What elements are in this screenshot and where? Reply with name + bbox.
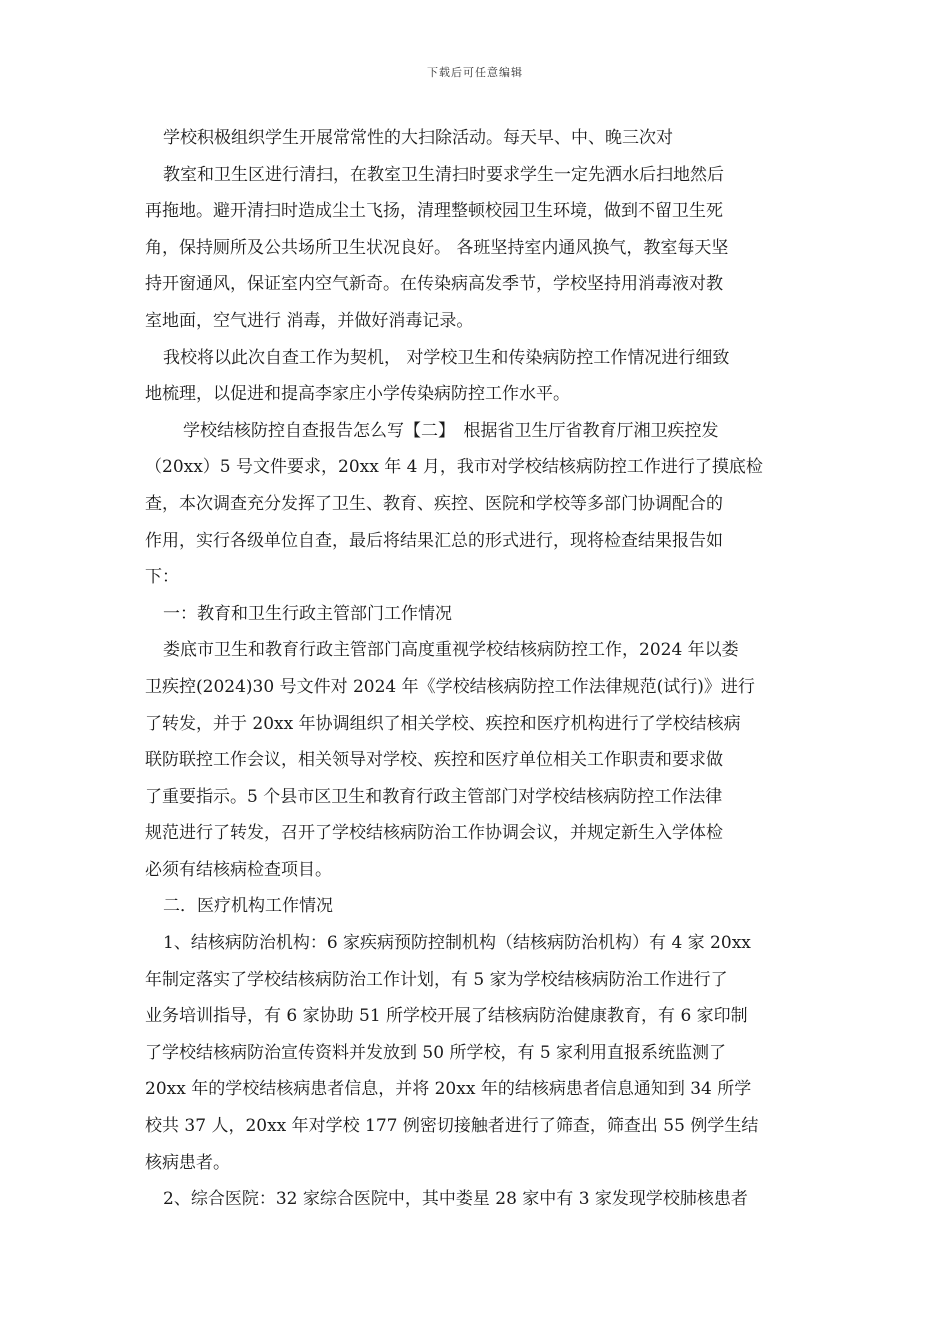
paragraph-p2 (145, 340, 810, 413)
paragraph-line: 角，保持厕所及公共场所卫生状况良好。 各班坚持室内通风换气，教室每天坚 (145, 237, 729, 258)
paragraph-line: 了转发，并于 20xx 年协调组织了相关学校、疾控和医疗机构进行了学校结核病 (145, 713, 741, 734)
paragraph-p5 (145, 632, 810, 888)
paragraph-line: 查，本次调查充分发挥了卫生、教育、疾控、医院和学校等多部门协调配合的 (145, 493, 723, 514)
paragraph-line: 联防联控工作会议，相关领导对学校、疾控和医疗单位相关工作职责和要求做 (145, 750, 723, 771)
paragraph-line: 再拖地。避开清扫时造成尘土飞扬，清理整顿校园卫生环境，做到不留卫生死 (145, 201, 723, 222)
paragraph-line: 作用，实行各级单位自查，最后将结果汇总的形式进行，现将检查结果报告如 (145, 530, 723, 551)
paragraph-p1 (145, 120, 810, 340)
header-note: 下载后可任意编辑 (427, 66, 523, 79)
paragraph-line: 学校结核防控自查报告怎么写【二】 根据省卫生厅省教育厅湘卫疾控发 (183, 420, 719, 441)
paragraph-line: 规范进行了转发，召开了学校结核病防治工作协调会议，并规定新生入学体检 (145, 823, 723, 844)
paragraph-line: 20xx 年的学校结核病患者信息，并将 20xx 年的结核病患者信息通知到 34 所学 (145, 1079, 752, 1100)
paragraph-line: 业务培训指导，有 6 家协助 51 所学校开展了结核病防治健康教育，有 6 家印制 (145, 1006, 748, 1027)
paragraph-p4 (145, 596, 810, 633)
paragraph-line: 1、结核病防治机构：6 家疾病预防控制机构（结核病防治机构）有 4 家 20xx (163, 933, 751, 954)
paragraph-line: 2、综合医院：32 家综合医院中，其中娄星 28 家中有 3 家发现学校肺核患者 (163, 1189, 748, 1210)
paragraph-line: 室地面，空气进行 消毒，并做好消毒记录。 (145, 310, 474, 331)
paragraph-line: 我校将以此次自查工作为契机， 对学校卫生和传染病防控工作情况进行细致 (163, 347, 730, 368)
paragraph-p3 (145, 413, 810, 596)
paragraph-line: 了学校结核病防治宣传资料并发放到 50 所学校，有 5 家利用直报系统监测了 (145, 1042, 727, 1063)
paragraph-line: 地梳理，以促进和提高李家庄小学传染病防控工作水平。 (145, 384, 570, 405)
paragraph-p6 (145, 888, 810, 925)
paragraph-line: 持开窗通风，保证室内空气新奇。在传染病高发季节，学校坚持用消毒液对教 (145, 274, 723, 295)
document-body (145, 120, 810, 1218)
paragraph-line: 了重要指示。5 个县市区卫生和教育行政主管部门对学校结核病防控工作法律 (145, 786, 723, 807)
paragraph-line: 下： (145, 567, 179, 588)
paragraph-line: 二．医疗机构工作情况 (163, 896, 333, 917)
paragraph-line: 卫疾控(2024)30 号文件对 2024 年《学校结核病防控工作法律规范(试行)》进行 (145, 676, 755, 697)
paragraph-line: 核病患者。 (145, 1152, 230, 1173)
paragraph-p8 (145, 1181, 810, 1218)
paragraph-line: （20xx）5 号文件要求，20xx 年 4 月，我市对学校结核病防控工作进行了摸底检 (145, 457, 763, 478)
paragraph-line: 年制定落实了学校结核病防治工作计划，有 5 家为学校结核病防治工作进行了 (145, 969, 728, 990)
paragraph-line: 一：教育和卫生行政主管部门工作情况 (163, 603, 452, 624)
paragraph-line: 必须有结核病检查项目。 (145, 859, 332, 880)
paragraph-line: 学校积极组织学生开展常常性的大扫除活动。每天早、中、晚三次对 (163, 128, 673, 148)
paragraph-line: 校共 37 人，20xx 年对学校 177 例密切接触者进行了筛查，筛查出 55 例学生结 (145, 1116, 759, 1137)
paragraph-line: 娄底市卫生和教育行政主管部门高度重视学校结核病防控工作，2024 年以娄 (163, 640, 739, 661)
paragraph-p7 (145, 925, 810, 1181)
paragraph-line: 教室和卫生区进行清扫，在教室卫生清扫时要求学生一定先洒水后扫地然后 (163, 164, 724, 185)
